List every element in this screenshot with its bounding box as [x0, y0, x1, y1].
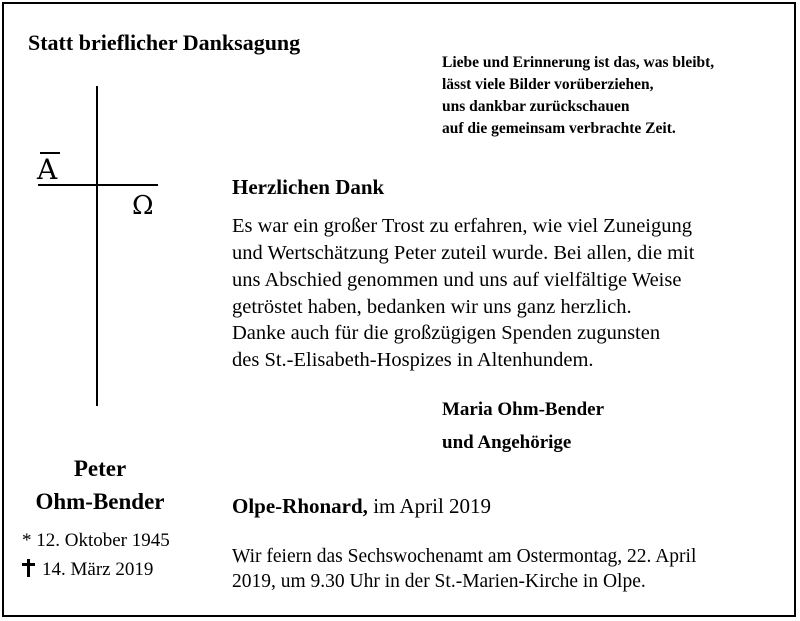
header-title: Statt brieflicher Danksagung	[28, 30, 301, 55]
message-line: uns Abschied genommen und uns auf vielfältige Weise	[232, 269, 682, 291]
alpha-symbol: A	[37, 153, 58, 186]
place-date: im April 2019	[373, 494, 492, 518]
place-city: Olpe-Rhonard,	[232, 494, 368, 518]
death-date-row	[22, 559, 153, 581]
message-line: des St.-Elisabeth-Hospizes in Altenhundem.	[232, 349, 594, 371]
birth-date: * 12. Oktober 1945	[22, 530, 170, 551]
message-line: Es war ein großer Trost zu erfahren, wie viel Zuneigung	[232, 215, 692, 237]
message-line: getröstet haben, bedanken wir uns ganz herzlich.	[232, 296, 632, 318]
poem-line: Liebe und Erinnerung ist das, was bleibt,	[442, 54, 715, 71]
poem-line: uns dankbar zurückschauen	[442, 98, 630, 115]
dagger-icon	[22, 559, 36, 577]
signer-family: und Angehörige	[442, 432, 572, 453]
death-date: 14. März 2019	[42, 559, 154, 580]
omega-symbol: Ω	[132, 191, 154, 221]
place-date-row	[232, 494, 491, 519]
message-line: Danke auch für die großzügigen Spenden zugunsten	[232, 322, 661, 344]
poem-line: auf die gemeinsam verbrachte Zeit.	[442, 120, 676, 137]
cross-vertical-bar	[96, 86, 98, 406]
notice-line: 2019, um 9.30 Uhr in der St.-Marien-Kirche in Olpe.	[232, 571, 646, 592]
notice-line: Wir feiern das Sechswochenamt am Ostermontag, 22. April	[232, 546, 697, 567]
message-line: und Wertschätzung Peter zuteil wurde. Bei allen, die mit	[232, 242, 695, 264]
signer-name: Maria Ohm-Bender	[442, 399, 605, 420]
poem-line: lässt viele Bilder vorüberziehen,	[442, 76, 654, 93]
deceased-last-name: Ohm-Bender	[35, 489, 165, 514]
message-heading: Herzlichen Dank	[232, 175, 385, 199]
deceased-first-name: Peter	[73, 456, 127, 481]
